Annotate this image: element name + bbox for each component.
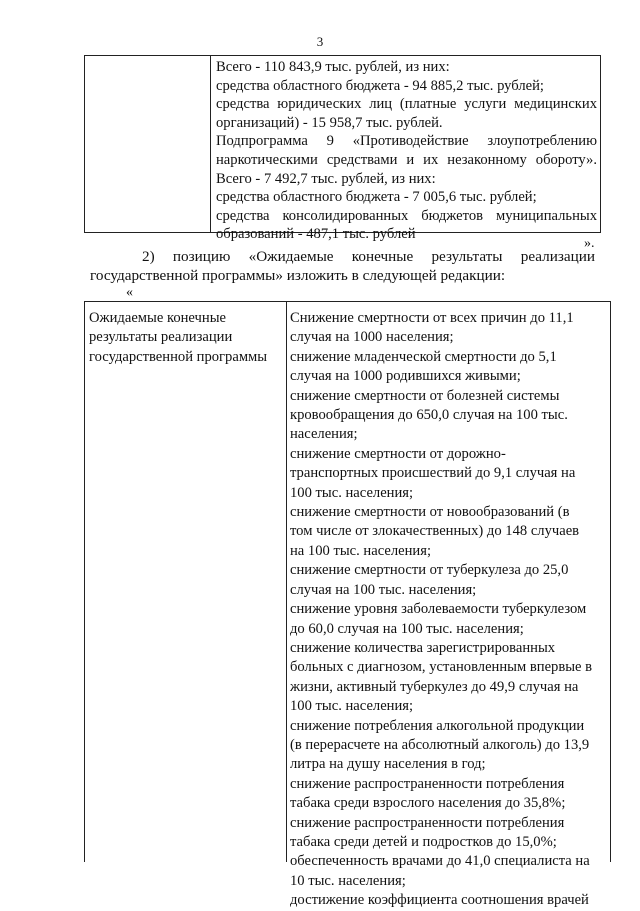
funding-line: Всего - 110 843,9 тыс. рублей, из них: (216, 59, 450, 75)
funding-line: средства юридических лиц (платные услуги медицинских (216, 96, 597, 113)
result-line: табака среди взрослого населения до 35,8%; (290, 795, 566, 812)
result-line: населения; (290, 426, 358, 443)
result-line: транспортных происшествий до 9,1 случая на (290, 465, 576, 482)
funding-line: средства областного бюджета - 7 005,6 тыс. рублей; (216, 189, 537, 206)
paragraph-line: 2) позицию «Ожидаемые конечные результаты реализации (142, 248, 595, 265)
amendment-paragraph (90, 247, 595, 285)
closing-quote: ». (584, 236, 595, 251)
result-line: табака среди детей и подростков до 15,0%; (290, 833, 557, 850)
result-line: случая на 1000 населения; (290, 329, 454, 346)
result-line: снижение уровня заболеваемости туберкулезом (290, 601, 587, 618)
funding-line: средства областного бюджета - 94 885,2 тыс. рублей; (216, 77, 544, 94)
result-line: достижение коэффициента соотношения врачей (290, 892, 589, 909)
results-table-content-cell (290, 309, 608, 911)
result-line: том числе от злокачественных) до 148 случаев (290, 523, 580, 540)
result-line: больных с диагнозом, установленным впервые в (290, 659, 593, 676)
table-column-divider (286, 302, 287, 862)
result-line: снижение смертности от туберкулеза до 25,0 (290, 562, 569, 579)
header-line: Ожидаемые конечные (89, 310, 226, 326)
results-table (84, 301, 611, 909)
result-line: случая на 1000 родившихся живыми; (290, 368, 521, 385)
result-line: снижение потребления алкогольной продукции (290, 717, 585, 734)
result-line: 10 тыс. населения; (290, 872, 406, 889)
result-line: снижение распространенности потребления (290, 775, 565, 792)
funding-line: наркотическими средствами и их незаконному обороту». (216, 151, 597, 168)
result-line: (в перерасчете на абсолютный алкоголь) до 13,9 (290, 736, 590, 753)
result-line: снижение количества зарегистрированных (290, 639, 556, 656)
paragraph-line: государственной программы» изложить в следующей редакции: (90, 267, 506, 284)
header-line: государственной программы (89, 348, 268, 365)
page-number: 3 (316, 34, 324, 49)
result-line: обеспеченность врачами до 41,0 специалиста на (290, 853, 590, 870)
result-line: снижение смертности от дорожно- (290, 445, 506, 462)
funding-table (84, 55, 601, 243)
result-line: жизни, активный туберкулез до 49,9 случая на (290, 678, 579, 695)
table-column-divider (210, 56, 211, 232)
opening-quote: « (126, 285, 133, 300)
result-line: снижение смертности от новообразований (в (290, 504, 570, 521)
result-line: случая на 100 тыс. населения; (290, 581, 477, 598)
funding-line: средства консолидированных бюджетов муниципальных (216, 207, 597, 224)
result-line: снижение распространенности потребления (290, 814, 565, 831)
header-line: результаты реализации (89, 329, 233, 346)
results-table-header-cell (89, 309, 284, 367)
result-line: снижение смертности от болезней системы (290, 387, 560, 404)
funding-line: образований - 487,1 тыс. рублей (216, 226, 416, 243)
result-line: 100 тыс. населения; (290, 484, 414, 501)
result-line: снижение младенческой смертности до 5,1 (290, 348, 557, 365)
result-line: кровообращения до 650,0 случая на 100 тыс. (290, 407, 568, 424)
funding-line: организаций) - 15 958,7 тыс. рублей. (216, 114, 443, 131)
funding-line: Подпрограмма 9 «Противодействие злоупотреблению (216, 133, 597, 150)
funding-table-cell (216, 58, 597, 244)
result-line: 100 тыс. населения; (290, 698, 414, 715)
funding-line: Всего - 7 492,7 тыс. рублей, из них: (216, 170, 436, 187)
result-line: до 60,0 случая на 100 тыс. населения; (290, 620, 524, 637)
result-line: Снижение смертности от всех причин до 11,1 (290, 310, 574, 326)
result-line: литра на душу населения в год; (290, 756, 486, 773)
result-line: на 100 тыс. населения; (290, 542, 431, 559)
